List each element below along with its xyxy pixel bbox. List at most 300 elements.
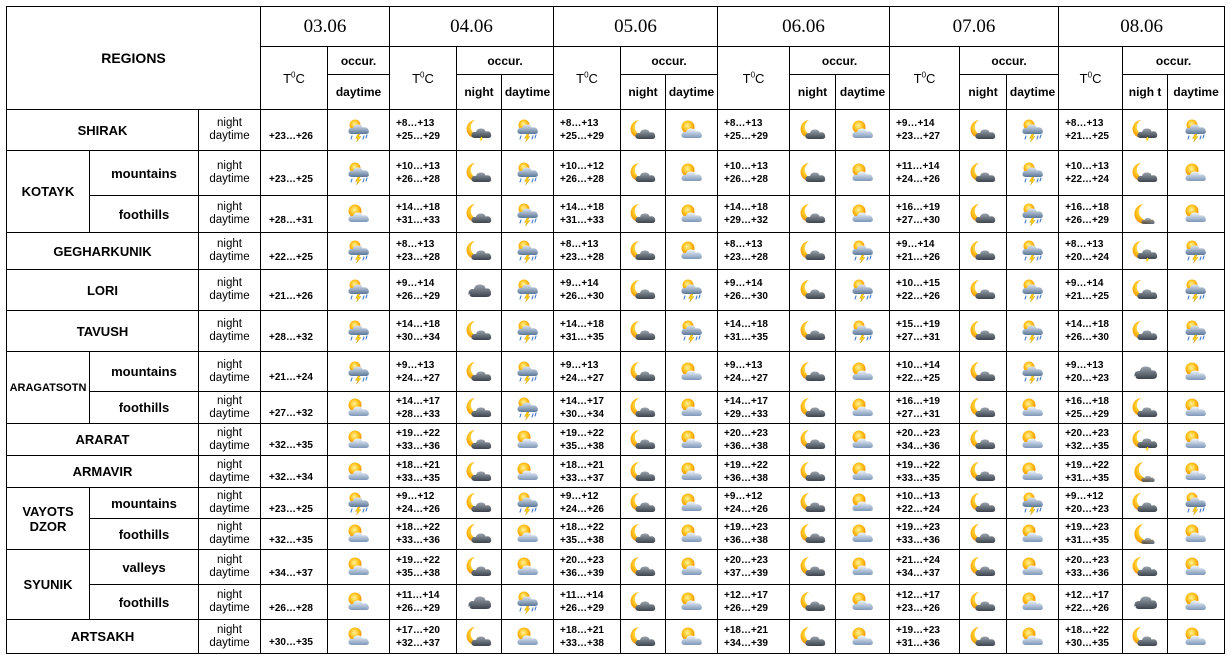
day-weather-icon (1168, 270, 1225, 311)
temp-range (554, 488, 621, 519)
day-weather-icon (1168, 151, 1225, 196)
daytime-label: daytime (209, 636, 250, 649)
weather-icon (328, 110, 390, 151)
temp-range (390, 424, 457, 456)
table-row (7, 151, 1225, 196)
night-temp: +18…+21 (560, 624, 604, 636)
night-weather-icon (457, 270, 502, 311)
day-weather-icon (836, 550, 890, 585)
daytime-label: daytime (209, 173, 250, 185)
daytime-header: daytime (836, 75, 890, 110)
weather-icon (328, 151, 390, 196)
region-name: KOTAYK (7, 151, 90, 233)
night-weather-icon (621, 270, 666, 311)
day-temp: +35…+38 (396, 568, 440, 579)
table-row (7, 424, 1225, 456)
temp-range (718, 488, 790, 519)
night-weather-icon (960, 424, 1007, 456)
night-weather-icon (790, 424, 836, 456)
night-temp: +20…+23 (724, 427, 768, 439)
night-header: night (960, 75, 1007, 110)
night-temp: +18…+21 (724, 624, 768, 636)
day-weather-icon (502, 110, 554, 151)
night-temp: +10…+12 (560, 161, 604, 172)
temp-range (390, 620, 457, 654)
temp-range (554, 392, 621, 424)
period-label (199, 352, 261, 392)
night-temp: +10…+14 (896, 359, 940, 371)
night-weather-icon (1123, 311, 1168, 352)
occur-header: occur. (457, 47, 554, 75)
date-header: 07.06 (890, 7, 1059, 47)
temp-range (554, 550, 621, 585)
weather-icon (328, 196, 390, 233)
daytime-label: daytime (209, 251, 250, 263)
table-row (7, 352, 1225, 392)
night-label: night (217, 623, 242, 636)
night-weather-icon (1123, 488, 1168, 519)
day-weather-icon (1168, 110, 1225, 151)
night-temp: +8…+13 (1065, 239, 1104, 250)
day-temp: +21…+26 (896, 252, 940, 263)
daytime-label: daytime (209, 371, 250, 384)
day-weather-icon (666, 392, 718, 424)
region-name: ARARAT (7, 424, 199, 456)
region-name: SHIRAK (7, 110, 199, 151)
period-label (199, 392, 261, 424)
temp-range (390, 110, 457, 151)
temp-range (554, 270, 621, 311)
day-temp: +28…+33 (396, 408, 440, 420)
temp-range (554, 110, 621, 151)
day-weather-icon (1007, 392, 1059, 424)
night-weather-icon (790, 585, 836, 620)
region-name: VAYOTS DZOR (7, 488, 90, 550)
temp-range (554, 311, 621, 352)
night-weather-icon (457, 488, 502, 519)
temp-col-header: $T^0C$ (1059, 47, 1123, 110)
weather-icon (328, 270, 390, 311)
temp-range: +22…+25 (261, 233, 328, 270)
day-temp: +37…+39 (724, 568, 768, 579)
day-temp: +23…+28 (560, 252, 604, 263)
night-temp: +14…+18 (724, 202, 768, 213)
night-weather-icon (621, 110, 666, 151)
night-weather-icon (1123, 550, 1168, 585)
night-weather-icon (621, 550, 666, 585)
temp-range (890, 456, 960, 488)
day-weather-icon (836, 519, 890, 550)
day-weather-icon (1007, 620, 1059, 654)
day-weather-icon (1007, 456, 1059, 488)
night-temp: +8…+13 (724, 118, 763, 129)
temp-range (554, 424, 621, 456)
night-weather-icon (790, 151, 836, 196)
night-temp: +16…+18 (1065, 395, 1109, 407)
temp-range: +28…+31 (261, 196, 328, 233)
temp-range (718, 424, 790, 456)
day-weather-icon (666, 352, 718, 392)
occur-header: occur. (960, 47, 1059, 75)
day-weather-icon (1168, 311, 1225, 352)
night-weather-icon (1123, 151, 1168, 196)
temp-range (890, 151, 960, 196)
night-temp: +9…+14 (1065, 278, 1104, 289)
temp-range (554, 233, 621, 270)
day-temp: +27…+31 (896, 408, 940, 420)
temp-range (718, 585, 790, 620)
period-label (199, 550, 261, 585)
day-temp: +26…+28 (724, 174, 768, 185)
table-row (7, 620, 1225, 654)
night-label: night (217, 521, 242, 533)
day-weather-icon (836, 585, 890, 620)
subregion-name: foothills (90, 392, 199, 424)
night-temp: +19…+22 (396, 555, 440, 566)
day-weather-icon (1007, 151, 1059, 196)
night-weather-icon (790, 550, 836, 585)
night-weather-icon (457, 620, 502, 654)
night-temp: +19…+22 (396, 427, 440, 439)
day-weather-icon (502, 311, 554, 352)
night-weather-icon (790, 270, 836, 311)
night-weather-icon (960, 550, 1007, 585)
night-temp: +9…+12 (724, 491, 763, 502)
day-temp: +36…+38 (724, 440, 768, 452)
night-weather-icon (1123, 196, 1168, 233)
night-temp: +9…+14 (396, 278, 435, 289)
temp-range: +32…+35 (261, 424, 328, 456)
night-temp: +14…+18 (560, 202, 604, 213)
night-weather-icon (790, 352, 836, 392)
temp-range (554, 620, 621, 654)
temp-col-header: $T^0C$ (554, 47, 621, 110)
night-temp: +10…+13 (396, 161, 440, 172)
day-temp: +26…+29 (396, 603, 440, 614)
temp-range: +27…+32 (261, 392, 328, 424)
temp-range (390, 585, 457, 620)
temp-range (554, 456, 621, 488)
day-temp: +24…+27 (724, 372, 768, 384)
period-label (199, 196, 261, 233)
temp-range: +32…+35 (261, 519, 328, 550)
day-temp: +23…+27 (896, 131, 940, 142)
night-temp: +8…+13 (396, 118, 435, 129)
day-temp: +24…+26 (396, 504, 440, 515)
night-weather-icon (457, 110, 502, 151)
night-label: night (217, 201, 242, 213)
day-weather-icon (1168, 392, 1225, 424)
region-name: ARTSAKH (7, 620, 199, 654)
day-weather-icon (1168, 488, 1225, 519)
temp-range (890, 620, 960, 654)
day-weather-icon (836, 270, 890, 311)
night-weather-icon (960, 110, 1007, 151)
occur-header: occur. (328, 47, 390, 75)
temp-range (554, 352, 621, 392)
night-header: night (457, 75, 502, 110)
date-header: 08.06 (1059, 7, 1225, 47)
night-weather-icon (621, 196, 666, 233)
night-temp: +14…+18 (396, 202, 440, 213)
night-temp: +21…+24 (896, 555, 940, 566)
night-temp: +15…+19 (896, 319, 940, 330)
temp-range (890, 585, 960, 620)
subregion-name: valleys (90, 550, 199, 585)
temp-range: +34…+37 (261, 550, 328, 585)
day-temp: +22…+26 (896, 291, 940, 302)
day-weather-icon (502, 151, 554, 196)
night-weather-icon (1123, 270, 1168, 311)
day-temp: +25…+29 (1065, 408, 1109, 420)
day-weather-icon (666, 311, 718, 352)
day-temp: +33…+36 (396, 440, 440, 452)
region-name: GEGHARKUNIK (7, 233, 199, 270)
day-temp: +25…+29 (560, 131, 604, 142)
temp-range (718, 311, 790, 352)
day-temp: +24…+27 (396, 372, 440, 384)
temp-range: +21…+24 (261, 352, 328, 392)
daytime-label: daytime (209, 439, 250, 452)
table-row (7, 196, 1225, 233)
night-label: night (217, 589, 242, 601)
daytime-label: daytime (209, 407, 250, 420)
night-weather-icon (790, 311, 836, 352)
night-temp: +12…+17 (896, 590, 940, 601)
forecast-table (6, 6, 1225, 654)
night-weather-icon (790, 233, 836, 270)
night-temp: +20…+23 (560, 555, 604, 566)
weather-icon (328, 620, 390, 654)
temp-range (1059, 519, 1123, 550)
day-temp: +36…+38 (724, 535, 768, 546)
night-weather-icon (621, 456, 666, 488)
period-label (199, 519, 261, 550)
temp-range: +32…+34 (261, 456, 328, 488)
day-weather-icon (836, 424, 890, 456)
night-temp: +8…+13 (560, 239, 599, 250)
weather-icon (328, 585, 390, 620)
temp-range (718, 519, 790, 550)
region-name: ARAGATSOTN (7, 352, 90, 424)
night-temp: +9…+14 (724, 278, 763, 289)
day-weather-icon (1007, 311, 1059, 352)
night-temp: +12…+17 (724, 590, 768, 601)
night-weather-icon (790, 196, 836, 233)
period-label (199, 151, 261, 196)
day-temp: +22…+24 (1065, 174, 1109, 185)
day-weather-icon (502, 550, 554, 585)
day-temp: +24…+27 (560, 372, 604, 384)
day-temp: +23…+28 (396, 252, 440, 263)
day-temp: +23…+28 (724, 252, 768, 263)
night-temp: +9…+14 (560, 278, 599, 289)
night-temp: +19…+22 (560, 427, 604, 439)
day-temp: +33…+35 (896, 472, 940, 484)
day-weather-icon (1168, 519, 1225, 550)
day-weather-icon (502, 519, 554, 550)
day-temp: +34…+39 (724, 637, 768, 649)
day-weather-icon (666, 270, 718, 311)
day-weather-icon (836, 456, 890, 488)
day-weather-icon (502, 233, 554, 270)
night-weather-icon (1123, 519, 1168, 550)
day-temp: +26…+28 (396, 174, 440, 185)
temp-range (390, 151, 457, 196)
day-temp: +26…+29 (724, 603, 768, 614)
weather-icon (328, 424, 390, 456)
day-temp: +27…+30 (896, 215, 940, 226)
day-temp: +33…+36 (396, 535, 440, 546)
night-weather-icon (457, 456, 502, 488)
temp-range (718, 110, 790, 151)
temp-range (718, 392, 790, 424)
night-weather-icon (621, 620, 666, 654)
daytime-label: daytime (209, 130, 250, 142)
day-temp: +31…+35 (1065, 472, 1109, 484)
temp-range (890, 392, 960, 424)
period-label (199, 585, 261, 620)
daytime-label: daytime (209, 214, 250, 226)
temp-range (1059, 456, 1123, 488)
temp-range: +28…+32 (261, 311, 328, 352)
night-weather-icon (790, 620, 836, 654)
day-weather-icon (666, 151, 718, 196)
day-temp: +34…+36 (896, 440, 940, 452)
temp-range (390, 270, 457, 311)
day-temp: +31…+35 (560, 332, 604, 343)
night-weather-icon (960, 151, 1007, 196)
night-weather-icon (960, 233, 1007, 270)
night-weather-icon (457, 519, 502, 550)
daytime-label: daytime (209, 471, 250, 484)
night-temp: +20…+23 (1065, 555, 1109, 566)
temp-col-header: $T^0C$ (390, 47, 457, 110)
day-temp: +24…+26 (724, 504, 768, 515)
temp-range (890, 311, 960, 352)
night-temp: +20…+23 (896, 427, 940, 439)
period-label (199, 620, 261, 654)
day-temp: +22…+25 (896, 372, 940, 384)
night-weather-icon (960, 620, 1007, 654)
night-weather-icon (1123, 392, 1168, 424)
temp-range (554, 585, 621, 620)
night-weather-icon (1123, 233, 1168, 270)
day-weather-icon (1007, 488, 1059, 519)
temp-col-header: $T^0C$ (718, 47, 790, 110)
weather-icon (328, 550, 390, 585)
night-temp: +17…+20 (396, 624, 440, 636)
day-temp: +25…+29 (396, 131, 440, 142)
temp-range (890, 196, 960, 233)
temp-range (390, 488, 457, 519)
day-weather-icon (502, 196, 554, 233)
night-weather-icon (790, 392, 836, 424)
temp-range (890, 352, 960, 392)
day-temp: +30…+34 (396, 332, 440, 343)
temp-range (1059, 110, 1123, 151)
night-weather-icon (1123, 620, 1168, 654)
day-weather-icon (1168, 352, 1225, 392)
night-weather-icon (457, 585, 502, 620)
subregion-name: foothills (90, 519, 199, 550)
day-weather-icon (836, 488, 890, 519)
day-weather-icon (836, 392, 890, 424)
temp-range (390, 392, 457, 424)
temp-range (890, 424, 960, 456)
night-temp: +9…+14 (896, 118, 935, 129)
temp-range (1059, 352, 1123, 392)
daytime-label: daytime (209, 290, 250, 302)
night-weather-icon (457, 424, 502, 456)
temp-range: +26…+28 (261, 585, 328, 620)
night-temp: +11…+14 (896, 161, 940, 172)
day-weather-icon (836, 352, 890, 392)
night-weather-icon (960, 196, 1007, 233)
day-temp: +31…+33 (560, 215, 604, 226)
day-weather-icon (666, 488, 718, 519)
day-temp: +33…+36 (896, 535, 940, 546)
region-name: TAVUSH (7, 311, 199, 352)
day-temp: +34…+37 (896, 568, 940, 579)
day-temp: +27…+31 (896, 332, 940, 343)
day-temp: +23…+26 (896, 603, 940, 614)
night-temp: +14…+18 (724, 319, 768, 330)
day-temp: +26…+30 (560, 291, 604, 302)
day-temp: +20…+23 (1065, 372, 1109, 384)
day-temp: +29…+33 (724, 408, 768, 420)
day-temp: +26…+30 (1065, 332, 1109, 343)
night-temp: +14…+17 (560, 395, 604, 407)
night-weather-icon (457, 352, 502, 392)
day-temp: +22…+26 (1065, 603, 1109, 614)
weather-icon (328, 488, 390, 519)
day-weather-icon (502, 585, 554, 620)
period-label (199, 110, 261, 151)
temp-range (718, 550, 790, 585)
day-temp: +26…+29 (560, 603, 604, 614)
temp-col-header: $T^0C$ (261, 47, 328, 110)
daytime-label: daytime (209, 503, 250, 515)
table-row (7, 550, 1225, 585)
daytime-label: daytime (209, 331, 250, 343)
night-weather-icon (1123, 585, 1168, 620)
temp-range (718, 233, 790, 270)
temp-range: +23…+25 (261, 151, 328, 196)
day-weather-icon (1007, 352, 1059, 392)
temp-range (1059, 620, 1123, 654)
date-header: 06.06 (718, 7, 890, 47)
temp-col-header: $T^0C$ (890, 47, 960, 110)
day-temp: +35…+38 (560, 440, 604, 452)
night-temp: +19…+22 (896, 459, 940, 471)
temp-range (1059, 392, 1123, 424)
day-weather-icon (1168, 550, 1225, 585)
region-name: SYUNIK (7, 550, 90, 620)
day-weather-icon (1007, 110, 1059, 151)
day-temp: +24…+26 (896, 174, 940, 185)
night-temp: +9…+12 (396, 491, 435, 502)
night-temp: +8…+13 (396, 239, 435, 250)
day-temp: +32…+37 (396, 637, 440, 649)
night-temp: +18…+21 (396, 459, 440, 471)
daytime-label: daytime (209, 534, 250, 546)
table-row (7, 110, 1225, 151)
night-label: night (217, 238, 242, 250)
night-temp: +20…+23 (724, 555, 768, 566)
table-row (7, 585, 1225, 620)
date-header: 05.06 (554, 7, 718, 47)
